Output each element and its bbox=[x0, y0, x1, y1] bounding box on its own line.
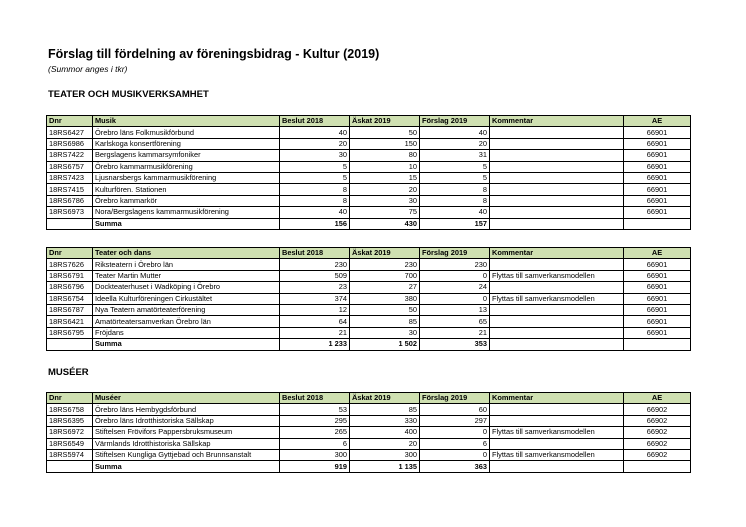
forslag-cell: 0 bbox=[420, 427, 490, 438]
col-header-dnr: Dnr bbox=[47, 393, 93, 404]
dnr-cell: 18RS6427 bbox=[47, 127, 93, 138]
table-row bbox=[47, 404, 691, 415]
beslut-cell: 6 bbox=[280, 438, 350, 449]
col-header-beslut-2018: Beslut 2018 bbox=[280, 248, 350, 259]
table-row bbox=[47, 304, 691, 315]
col-header-forslag-2019: Förslag 2019 bbox=[420, 248, 490, 259]
col-header-ae: AE bbox=[624, 116, 691, 127]
askat-cell: 85 bbox=[350, 404, 420, 415]
kommentar-cell bbox=[490, 127, 624, 138]
ae-cell: 66901 bbox=[624, 327, 691, 338]
askat-cell: 150 bbox=[350, 138, 420, 149]
kommentar-cell: Flyttas till samverkansmodellen bbox=[490, 449, 624, 460]
ae-cell: 66902 bbox=[624, 404, 691, 415]
col-header-kommentar: Kommentar bbox=[490, 393, 624, 404]
sum-empty-cell bbox=[47, 339, 93, 350]
col-header-category: Muséer bbox=[93, 393, 280, 404]
name-cell: Dockteaterhuset i Wadköping i Örebro bbox=[93, 282, 280, 293]
askat-cell: 400 bbox=[350, 427, 420, 438]
table-row bbox=[47, 138, 691, 149]
forslag-cell: 297 bbox=[420, 415, 490, 426]
sum-empty-cell bbox=[490, 218, 624, 229]
kommentar-cell bbox=[490, 259, 624, 270]
name-cell: Örebro läns Hembygdsförbund bbox=[93, 404, 280, 415]
kommentar-cell bbox=[490, 282, 624, 293]
table-teater-dans bbox=[46, 247, 691, 351]
table-header-row bbox=[47, 393, 691, 404]
dnr-cell: 18RS7626 bbox=[47, 259, 93, 270]
name-cell: Teater Martin Mutter bbox=[93, 270, 280, 281]
sum-askat: 1 135 bbox=[350, 461, 420, 472]
forslag-cell: 65 bbox=[420, 316, 490, 327]
ae-cell: 66901 bbox=[624, 316, 691, 327]
forslag-cell: 5 bbox=[420, 161, 490, 172]
beslut-cell: 21 bbox=[280, 327, 350, 338]
dnr-cell: 18RS6791 bbox=[47, 270, 93, 281]
beslut-cell: 230 bbox=[280, 259, 350, 270]
dnr-cell: 18RS6421 bbox=[47, 316, 93, 327]
beslut-cell: 20 bbox=[280, 138, 350, 149]
dnr-cell: 18RS6787 bbox=[47, 304, 93, 315]
beslut-cell: 23 bbox=[280, 282, 350, 293]
dnr-cell: 18RS6795 bbox=[47, 327, 93, 338]
beslut-cell: 509 bbox=[280, 270, 350, 281]
beslut-cell: 5 bbox=[280, 161, 350, 172]
table-musik bbox=[46, 115, 691, 230]
forslag-cell: 20 bbox=[420, 138, 490, 149]
name-cell: Stiftelsen Frövifors Pappersbruksmuseum bbox=[93, 427, 280, 438]
name-cell: Örebro kammarkör bbox=[93, 195, 280, 206]
col-header-ae: AE bbox=[624, 393, 691, 404]
kommentar-cell bbox=[490, 150, 624, 161]
askat-cell: 50 bbox=[350, 127, 420, 138]
forslag-cell: 60 bbox=[420, 404, 490, 415]
page-subtitle: (Summor anges i tkr) bbox=[48, 64, 128, 74]
beslut-cell: 64 bbox=[280, 316, 350, 327]
sum-empty-cell bbox=[624, 461, 691, 472]
forslag-cell: 0 bbox=[420, 293, 490, 304]
kommentar-cell bbox=[490, 316, 624, 327]
page-title: Förslag till fördelning av föreningsbidrag - Kultur (2019) bbox=[48, 47, 380, 61]
kommentar-cell bbox=[490, 438, 624, 449]
forslag-cell: 40 bbox=[420, 127, 490, 138]
dnr-cell: 18RS6395 bbox=[47, 415, 93, 426]
col-header-askat-2019: Äskat 2019 bbox=[350, 248, 420, 259]
askat-cell: 330 bbox=[350, 415, 420, 426]
name-cell: Riksteatern i Örebro län bbox=[93, 259, 280, 270]
dnr-cell: 18RS6786 bbox=[47, 195, 93, 206]
beslut-cell: 30 bbox=[280, 150, 350, 161]
askat-cell: 20 bbox=[350, 184, 420, 195]
dnr-cell: 18RS6754 bbox=[47, 293, 93, 304]
askat-cell: 85 bbox=[350, 316, 420, 327]
kommentar-cell bbox=[490, 207, 624, 218]
askat-cell: 50 bbox=[350, 304, 420, 315]
col-header-askat-2019: Äskat 2019 bbox=[350, 393, 420, 404]
sum-askat: 430 bbox=[350, 218, 420, 229]
dnr-cell: 18RS7423 bbox=[47, 172, 93, 183]
dnr-cell: 18RS6973 bbox=[47, 207, 93, 218]
beslut-cell: 374 bbox=[280, 293, 350, 304]
kommentar-cell: Flyttas till samverkansmodellen bbox=[490, 293, 624, 304]
sum-forslag: 353 bbox=[420, 339, 490, 350]
dnr-cell: 18RS6758 bbox=[47, 404, 93, 415]
askat-cell: 230 bbox=[350, 259, 420, 270]
sum-row bbox=[47, 339, 691, 350]
beslut-cell: 53 bbox=[280, 404, 350, 415]
ae-cell: 66901 bbox=[624, 184, 691, 195]
ae-cell: 66902 bbox=[624, 415, 691, 426]
ae-cell: 66901 bbox=[624, 150, 691, 161]
kommentar-cell bbox=[490, 327, 624, 338]
section-heading-teater-musik: TEATER OCH MUSIKVERKSAMHET bbox=[48, 89, 209, 100]
askat-cell: 10 bbox=[350, 161, 420, 172]
forslag-cell: 0 bbox=[420, 270, 490, 281]
dnr-cell: 18RS6972 bbox=[47, 427, 93, 438]
askat-cell: 300 bbox=[350, 449, 420, 460]
dnr-cell: 18RS7422 bbox=[47, 150, 93, 161]
forslag-cell: 40 bbox=[420, 207, 490, 218]
ae-cell: 66901 bbox=[624, 293, 691, 304]
sum-label: Summa bbox=[93, 461, 280, 472]
col-header-dnr: Dnr bbox=[47, 248, 93, 259]
askat-cell: 30 bbox=[350, 195, 420, 206]
name-cell: Nya Teatern amatörteaterförening bbox=[93, 304, 280, 315]
forslag-cell: 0 bbox=[420, 449, 490, 460]
kommentar-cell bbox=[490, 172, 624, 183]
name-cell: Nora/Bergslagens kammarmusikförening bbox=[93, 207, 280, 218]
ae-cell: 66901 bbox=[624, 207, 691, 218]
sum-row bbox=[47, 461, 691, 472]
forslag-cell: 21 bbox=[420, 327, 490, 338]
ae-cell: 66901 bbox=[624, 138, 691, 149]
col-header-beslut-2018: Beslut 2018 bbox=[280, 116, 350, 127]
kommentar-cell bbox=[490, 404, 624, 415]
sum-empty-cell bbox=[490, 339, 624, 350]
kommentar-cell bbox=[490, 415, 624, 426]
askat-cell: 700 bbox=[350, 270, 420, 281]
table-row bbox=[47, 427, 691, 438]
beslut-cell: 300 bbox=[280, 449, 350, 460]
sum-row bbox=[47, 218, 691, 229]
sum-empty-cell bbox=[624, 218, 691, 229]
sum-askat: 1 502 bbox=[350, 339, 420, 350]
table-header-row bbox=[47, 116, 691, 127]
table-row bbox=[47, 172, 691, 183]
beslut-cell: 40 bbox=[280, 127, 350, 138]
name-cell: Ljusnarsbergs kammarmusikförening bbox=[93, 172, 280, 183]
sum-label: Summa bbox=[93, 218, 280, 229]
col-header-category: Teater och dans bbox=[93, 248, 280, 259]
forslag-cell: 8 bbox=[420, 184, 490, 195]
beslut-cell: 8 bbox=[280, 184, 350, 195]
col-header-dnr: Dnr bbox=[47, 116, 93, 127]
sum-beslut: 1 233 bbox=[280, 339, 350, 350]
forslag-cell: 230 bbox=[420, 259, 490, 270]
table-row bbox=[47, 415, 691, 426]
name-cell: Bergslagens kammarsymfoniker bbox=[93, 150, 280, 161]
dnr-cell: 18RS6757 bbox=[47, 161, 93, 172]
table-row bbox=[47, 293, 691, 304]
askat-cell: 20 bbox=[350, 438, 420, 449]
forslag-cell: 13 bbox=[420, 304, 490, 315]
col-header-beslut-2018: Beslut 2018 bbox=[280, 393, 350, 404]
name-cell: Örebro läns Idrotthistoriska Sällskap bbox=[93, 415, 280, 426]
ae-cell: 66901 bbox=[624, 304, 691, 315]
dnr-cell: 18RS6796 bbox=[47, 282, 93, 293]
sum-label: Summa bbox=[93, 339, 280, 350]
sum-beslut: 919 bbox=[280, 461, 350, 472]
sum-empty-cell bbox=[490, 461, 624, 472]
col-header-askat-2019: Äskat 2019 bbox=[350, 116, 420, 127]
dnr-cell: 18RS5974 bbox=[47, 449, 93, 460]
col-header-category: Musik bbox=[93, 116, 280, 127]
table-row bbox=[47, 282, 691, 293]
beslut-cell: 12 bbox=[280, 304, 350, 315]
col-header-forslag-2019: Förslag 2019 bbox=[420, 393, 490, 404]
table-header-row bbox=[47, 248, 691, 259]
table-museer bbox=[46, 392, 691, 473]
kommentar-cell: Flyttas till samverkansmodellen bbox=[490, 427, 624, 438]
table-row bbox=[47, 127, 691, 138]
kommentar-cell bbox=[490, 138, 624, 149]
ae-cell: 66901 bbox=[624, 195, 691, 206]
sum-forslag: 157 bbox=[420, 218, 490, 229]
col-header-forslag-2019: Förslag 2019 bbox=[420, 116, 490, 127]
ae-cell: 66901 bbox=[624, 172, 691, 183]
section-heading-museer: MUSÉER bbox=[48, 367, 89, 378]
forslag-cell: 5 bbox=[420, 172, 490, 183]
askat-cell: 27 bbox=[350, 282, 420, 293]
dnr-cell: 18RS6549 bbox=[47, 438, 93, 449]
name-cell: Örebro läns Folkmusikförbund bbox=[93, 127, 280, 138]
table-row bbox=[47, 150, 691, 161]
sum-empty-cell bbox=[47, 218, 93, 229]
table-row bbox=[47, 207, 691, 218]
dnr-cell: 18RS6986 bbox=[47, 138, 93, 149]
kommentar-cell bbox=[490, 195, 624, 206]
ae-cell: 66902 bbox=[624, 438, 691, 449]
beslut-cell: 295 bbox=[280, 415, 350, 426]
name-cell: Amatörteatersamverkan Örebro län bbox=[93, 316, 280, 327]
ae-cell: 66902 bbox=[624, 427, 691, 438]
table-row bbox=[47, 161, 691, 172]
table-row bbox=[47, 270, 691, 281]
kommentar-cell bbox=[490, 304, 624, 315]
beslut-cell: 5 bbox=[280, 172, 350, 183]
table-row bbox=[47, 327, 691, 338]
forslag-cell: 24 bbox=[420, 282, 490, 293]
name-cell: Värmlands Idrotthistoriska Sällskap bbox=[93, 438, 280, 449]
beslut-cell: 40 bbox=[280, 207, 350, 218]
table-row bbox=[47, 184, 691, 195]
kommentar-cell: Flyttas till samverkansmodellen bbox=[490, 270, 624, 281]
forslag-cell: 31 bbox=[420, 150, 490, 161]
table-row bbox=[47, 316, 691, 327]
askat-cell: 75 bbox=[350, 207, 420, 218]
askat-cell: 15 bbox=[350, 172, 420, 183]
sum-beslut: 156 bbox=[280, 218, 350, 229]
forslag-cell: 6 bbox=[420, 438, 490, 449]
askat-cell: 30 bbox=[350, 327, 420, 338]
col-header-ae: AE bbox=[624, 248, 691, 259]
beslut-cell: 8 bbox=[280, 195, 350, 206]
name-cell: Stiftelsen Kungliga Gyttjebad och Brunnsanstalt bbox=[93, 449, 280, 460]
name-cell: Fröjdans bbox=[93, 327, 280, 338]
table-row bbox=[47, 195, 691, 206]
name-cell: Karlskoga konsertförening bbox=[93, 138, 280, 149]
kommentar-cell bbox=[490, 161, 624, 172]
table-row bbox=[47, 438, 691, 449]
sum-empty-cell bbox=[47, 461, 93, 472]
dnr-cell: 18RS7415 bbox=[47, 184, 93, 195]
askat-cell: 380 bbox=[350, 293, 420, 304]
col-header-kommentar: Kommentar bbox=[490, 116, 624, 127]
sum-forslag: 363 bbox=[420, 461, 490, 472]
forslag-cell: 8 bbox=[420, 195, 490, 206]
ae-cell: 66901 bbox=[624, 259, 691, 270]
table-row bbox=[47, 259, 691, 270]
kommentar-cell bbox=[490, 184, 624, 195]
askat-cell: 80 bbox=[350, 150, 420, 161]
name-cell: Ideella Kulturföreningen Cirkustältet bbox=[93, 293, 280, 304]
ae-cell: 66901 bbox=[624, 282, 691, 293]
ae-cell: 66901 bbox=[624, 270, 691, 281]
ae-cell: 66902 bbox=[624, 449, 691, 460]
name-cell: Kulturfören. Stationen bbox=[93, 184, 280, 195]
beslut-cell: 265 bbox=[280, 427, 350, 438]
name-cell: Örebro kammarmusikförening bbox=[93, 161, 280, 172]
ae-cell: 66901 bbox=[624, 161, 691, 172]
col-header-kommentar: Kommentar bbox=[490, 248, 624, 259]
sum-empty-cell bbox=[624, 339, 691, 350]
ae-cell: 66901 bbox=[624, 127, 691, 138]
table-row bbox=[47, 449, 691, 460]
